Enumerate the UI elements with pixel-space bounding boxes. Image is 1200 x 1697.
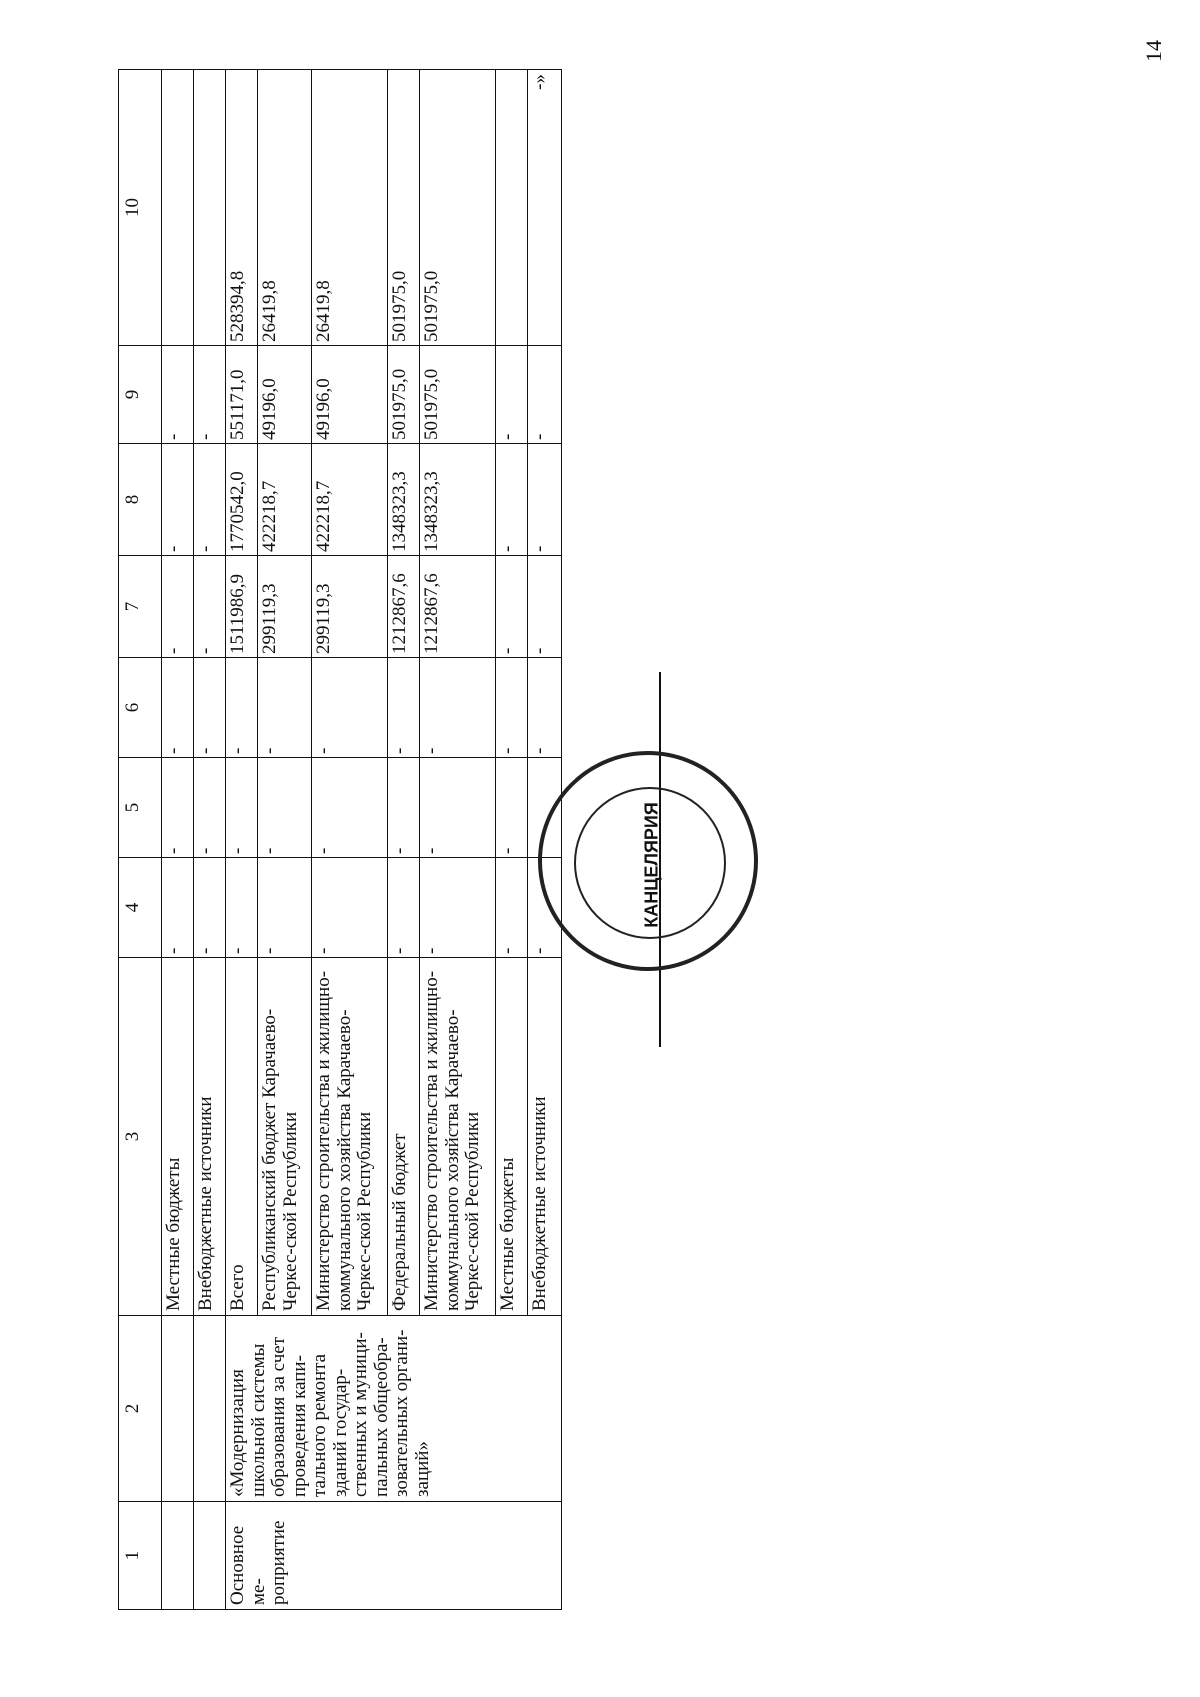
seal-center-text: КАНЦЕЛЯРИЯ: [641, 802, 662, 928]
cell-col-5: -: [528, 758, 562, 858]
cell-col-7: 299119,3: [312, 556, 388, 658]
cell-col-8: -: [162, 444, 194, 556]
cell-col-7: -: [528, 556, 562, 658]
cell-funding-source: Внебюджетные источники: [194, 958, 226, 1316]
cell-col-8: 422218,7: [258, 444, 312, 556]
cell-event-name: [162, 1316, 194, 1502]
table-header-row: [119, 70, 162, 1610]
cell-col-8: 422218,7: [312, 444, 388, 556]
cell-col-4: -: [420, 858, 496, 958]
cell-col-7: -: [162, 556, 194, 658]
column-header-2: 2: [119, 1316, 162, 1502]
cell-event-type: [194, 1502, 226, 1610]
cell-funding-source: Местные бюджеты: [496, 958, 528, 1316]
cell-col-4: -: [258, 858, 312, 958]
cell-event-type: Основное ме-роприятие: [226, 1502, 562, 1610]
cell-col-10: [496, 70, 528, 346]
cell-col-6: -: [496, 658, 528, 758]
column-header-6: 6: [119, 658, 162, 758]
cell-col-7: 299119,3: [258, 556, 312, 658]
cell-col-4: -: [194, 858, 226, 958]
cell-funding-source: Всего: [226, 958, 258, 1316]
cell-funding-source: Министерство строительства и жилищно-коммунального хозяйства Карачаево-Черкес-ской Республики: [312, 958, 388, 1316]
cell-col-9: 501975,0: [388, 346, 420, 444]
cell-col-6: -: [388, 658, 420, 758]
cell-col-5: -: [226, 758, 258, 858]
cell-col-8: 1348323,3: [388, 444, 420, 556]
cell-col-7: -: [194, 556, 226, 658]
column-header-9: 9: [119, 346, 162, 444]
cell-funding-source: Республиканский бюджет Карачаево-Черкес-ской Республики: [258, 958, 312, 1316]
cell-funding-source: Местные бюджеты: [162, 958, 194, 1316]
cell-col-7: 1212867,6: [388, 556, 420, 658]
cell-funding-source: Министерство строительства и жилищно-коммунального хозяйства Карачаево-Черкес-ской Республики: [420, 958, 496, 1316]
column-header-8: 8: [119, 444, 162, 556]
cell-col-5: -: [496, 758, 528, 858]
cell-col-5: -: [162, 758, 194, 858]
cell-col-9: -: [528, 346, 562, 444]
cell-col-4: -: [388, 858, 420, 958]
cell-col-9: 49196,0: [258, 346, 312, 444]
cell-col-9: 551171,0: [226, 346, 258, 444]
cell-funding-source: Федеральный бюджет: [388, 958, 420, 1316]
cell-col-6: -: [258, 658, 312, 758]
cell-col-5: -: [312, 758, 388, 858]
cell-col-10: 26419,8: [312, 70, 388, 346]
cell-col-5: -: [420, 758, 496, 858]
cell-col-10: 528394,8: [226, 70, 258, 346]
cell-col-10: [194, 70, 226, 346]
cell-col-9: -: [162, 346, 194, 444]
column-header-5: 5: [119, 758, 162, 858]
cell-col-4: -: [496, 858, 528, 958]
cell-col-6: -: [194, 658, 226, 758]
cell-col-6: -: [420, 658, 496, 758]
column-header-7: 7: [119, 556, 162, 658]
cell-col-4: -: [226, 858, 258, 958]
cell-col-4: -: [162, 858, 194, 958]
cell-col-7: 1212867,6: [420, 556, 496, 658]
budget-table-frame: [118, 70, 550, 1610]
cell-col-10: 501975,0: [420, 70, 496, 346]
cell-col-8: 1348323,3: [420, 444, 496, 556]
cell-col-10: 501975,0: [388, 70, 420, 346]
cell-col-6: -: [226, 658, 258, 758]
cell-col-8: -: [194, 444, 226, 556]
cell-col-10: 26419,8: [258, 70, 312, 346]
table-row-total: [226, 70, 258, 1610]
cell-col-7: 1511986,9: [226, 556, 258, 658]
cell-col-5: -: [258, 758, 312, 858]
cell-col-5: -: [194, 758, 226, 858]
cell-col-10: -»: [528, 70, 562, 346]
column-header-3: 3: [119, 958, 162, 1316]
cell-funding-source: Внебюджетные источники: [528, 958, 562, 1316]
table-row-off-budget-sources: [194, 70, 226, 1610]
page-number: 14: [1141, 40, 1166, 62]
cell-col-10: [162, 70, 194, 346]
official-seal: [538, 751, 758, 971]
table-row-local-budgets: [162, 70, 194, 1610]
cell-col-4: -: [528, 858, 562, 958]
cell-col-9: -: [194, 346, 226, 444]
column-header-4: 4: [119, 858, 162, 958]
cell-event-type: [162, 1502, 194, 1610]
cell-col-9: 501975,0: [420, 346, 496, 444]
cell-col-5: -: [388, 758, 420, 858]
cell-col-8: -: [496, 444, 528, 556]
cell-col-6: -: [162, 658, 194, 758]
cell-col-8: -: [528, 444, 562, 556]
cell-col-8: 1770542,0: [226, 444, 258, 556]
cell-col-9: 49196,0: [312, 346, 388, 444]
cell-col-9: -: [496, 346, 528, 444]
cell-col-6: -: [528, 658, 562, 758]
budget-table: [118, 69, 562, 1610]
cell-col-6: -: [312, 658, 388, 758]
column-header-1: 1: [119, 1502, 162, 1610]
cell-col-4: -: [312, 858, 388, 958]
cell-col-7: -: [496, 556, 528, 658]
cell-event-name: «Модернизация школьной системы образования за счет проведения капи-тального ремонта зданий государ-ственных и муници-пальных общеобра-зовательных органи-заций»: [226, 1316, 562, 1502]
column-header-10: 10: [119, 70, 162, 346]
cell-event-name: [194, 1316, 226, 1502]
